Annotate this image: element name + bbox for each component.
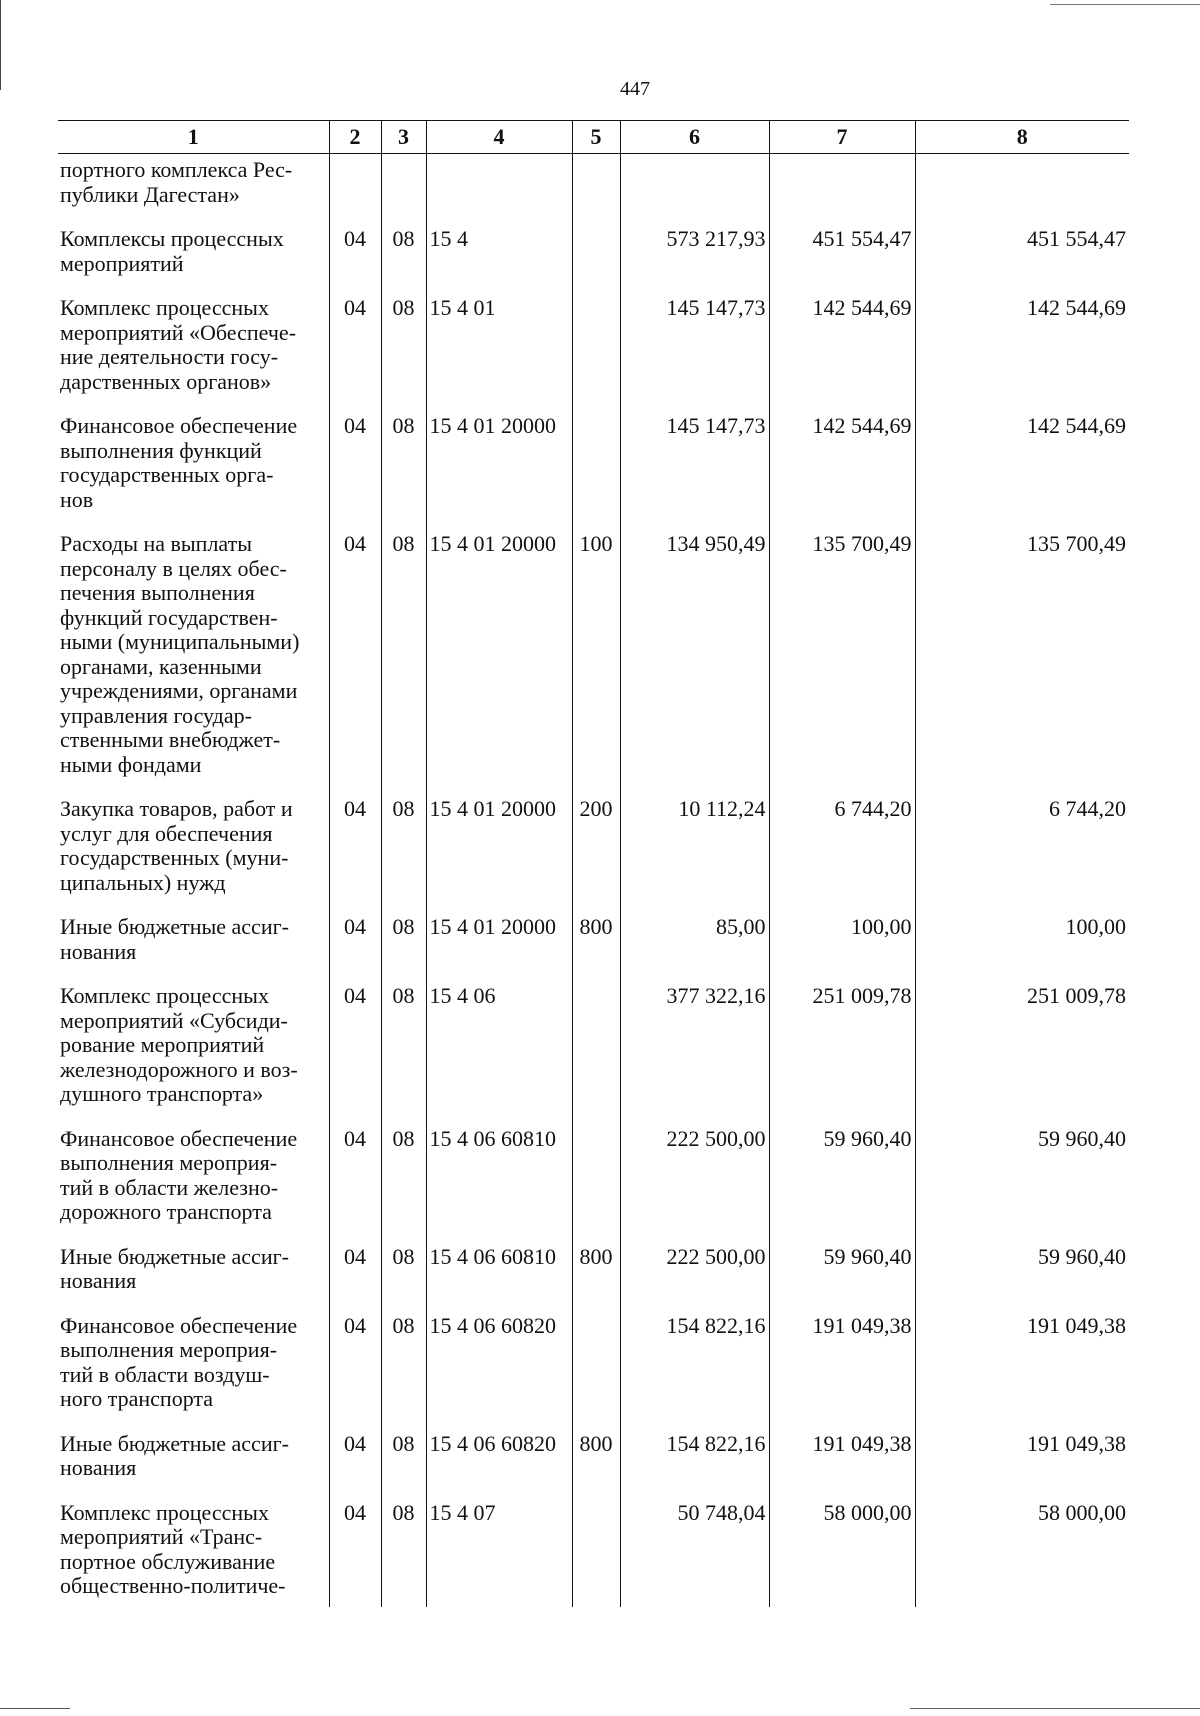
table-row bbox=[58, 414, 1129, 532]
cell-amount-col7: 59 960,40 bbox=[769, 1127, 915, 1245]
cell-amount-col6: 134 950,49 bbox=[620, 532, 769, 797]
cell-subsection: 08 bbox=[381, 984, 426, 1127]
table-row bbox=[58, 296, 1129, 414]
cell-amount-col6: 145 147,73 bbox=[620, 296, 769, 414]
cell-subsection bbox=[381, 154, 426, 228]
column-header-8: 8 bbox=[915, 121, 1129, 154]
cell-section: 04 bbox=[329, 227, 381, 296]
cell-target-article: 15 4 01 20000 bbox=[426, 915, 572, 984]
cell-amount-col7: 251 009,78 bbox=[769, 984, 915, 1127]
cell-amount-col7: 142 544,69 bbox=[769, 414, 915, 532]
cell-subsection: 08 bbox=[381, 1245, 426, 1314]
cell-subsection: 08 bbox=[381, 1432, 426, 1501]
cell-amount-col8: 191 049,38 bbox=[915, 1432, 1129, 1501]
cell-name: Расходы на выплаты персоналу в целях обес- печения выполнения функций государствен- ными (муниципальными) органами, казенными учреждениями, органами управления государ- ственными внебюджет- ными фондами bbox=[60, 531, 300, 777]
cell-amount-col6: 10 112,24 bbox=[620, 797, 769, 915]
cell-subsection: 08 bbox=[381, 227, 426, 296]
cell-section: 04 bbox=[329, 414, 381, 532]
column-header-3: 3 bbox=[381, 121, 426, 154]
cell-name: Финансовое обеспечение выполнения мероприя- тий в области железно- дорожного транспорта bbox=[60, 1125, 298, 1224]
cell-name: Иные бюджетные ассиг- нования bbox=[60, 1243, 289, 1293]
cell-subsection: 08 bbox=[381, 1127, 426, 1245]
table-row bbox=[58, 1501, 1129, 1607]
cell-expense-type bbox=[572, 984, 620, 1127]
cell-target-article: 15 4 06 60820 bbox=[426, 1432, 572, 1501]
cell-target-article: 15 4 07 bbox=[426, 1501, 572, 1607]
column-header-5: 5 bbox=[572, 121, 620, 154]
cell-amount-col8: 191 049,38 bbox=[915, 1314, 1129, 1432]
scan-edge-line bbox=[0, 0, 1, 90]
cell-section: 04 bbox=[329, 532, 381, 797]
cell-section: 04 bbox=[329, 296, 381, 414]
cell-expense-type: 100 bbox=[572, 532, 620, 797]
cell-amount-col7: 142 544,69 bbox=[769, 296, 915, 414]
cell-amount-col6: 222 500,00 bbox=[620, 1127, 769, 1245]
scan-edge-line bbox=[0, 1708, 70, 1709]
header-row bbox=[58, 121, 1129, 154]
cell-subsection: 08 bbox=[381, 1501, 426, 1607]
cell-amount-col8: 6 744,20 bbox=[915, 797, 1129, 915]
cell-target-article: 15 4 01 bbox=[426, 296, 572, 414]
cell-name: Иные бюджетные ассиг- нования bbox=[60, 1430, 289, 1480]
table-row bbox=[58, 1432, 1129, 1501]
cell-expense-type bbox=[572, 227, 620, 296]
cell-amount-col6: 377 322,16 bbox=[620, 984, 769, 1127]
cell-section: 04 bbox=[329, 797, 381, 915]
cell-amount-col7: 191 049,38 bbox=[769, 1314, 915, 1432]
table-row bbox=[58, 1245, 1129, 1314]
budget-table-container bbox=[58, 120, 1129, 1607]
cell-amount-col6: 573 217,93 bbox=[620, 227, 769, 296]
cell-target-article: 15 4 01 20000 bbox=[426, 797, 572, 915]
table-row bbox=[58, 1127, 1129, 1245]
cell-amount-col8: 142 544,69 bbox=[915, 414, 1129, 532]
cell-amount-col6: 154 822,16 bbox=[620, 1432, 769, 1501]
table-body bbox=[58, 154, 1129, 1607]
cell-amount-col6: 222 500,00 bbox=[620, 1245, 769, 1314]
cell-expense-type: 800 bbox=[572, 1432, 620, 1501]
cell-section: 04 bbox=[329, 1127, 381, 1245]
cell-expense-type bbox=[572, 414, 620, 532]
cell-expense-type bbox=[572, 1127, 620, 1245]
cell-amount-col8: 142 544,69 bbox=[915, 296, 1129, 414]
cell-amount-col6: 154 822,16 bbox=[620, 1314, 769, 1432]
table-row bbox=[58, 1314, 1129, 1432]
cell-subsection: 08 bbox=[381, 1314, 426, 1432]
cell-section: 04 bbox=[329, 1501, 381, 1607]
cell-amount-col7: 6 744,20 bbox=[769, 797, 915, 915]
cell-expense-type bbox=[572, 296, 620, 414]
cell-name: портного комплекса Рес- публики Дагестан» bbox=[60, 157, 293, 207]
cell-name: Комплексы процессных мероприятий bbox=[60, 226, 284, 276]
cell-amount-col8 bbox=[915, 154, 1129, 228]
cell-subsection: 08 bbox=[381, 797, 426, 915]
table-row bbox=[58, 154, 1129, 228]
budget-table bbox=[58, 120, 1129, 1607]
cell-amount-col8: 59 960,40 bbox=[915, 1127, 1129, 1245]
scan-edge-line bbox=[1050, 4, 1200, 5]
cell-amount-col6 bbox=[620, 154, 769, 228]
table-row bbox=[58, 915, 1129, 984]
page-number: 447 bbox=[620, 78, 650, 100]
column-header-2: 2 bbox=[329, 121, 381, 154]
cell-amount-col7: 191 049,38 bbox=[769, 1432, 915, 1501]
column-header-4: 4 bbox=[426, 121, 572, 154]
cell-expense-type bbox=[572, 154, 620, 228]
cell-target-article: 15 4 06 60810 bbox=[426, 1245, 572, 1314]
cell-amount-col6: 145 147,73 bbox=[620, 414, 769, 532]
cell-name: Закупка товаров, работ и услуг для обеспечения государственных (муни- ципальных) нужд bbox=[60, 796, 293, 895]
cell-amount-col8: 251 009,78 bbox=[915, 984, 1129, 1127]
cell-amount-col7: 59 960,40 bbox=[769, 1245, 915, 1314]
cell-section: 04 bbox=[329, 915, 381, 984]
cell-expense-type: 200 bbox=[572, 797, 620, 915]
cell-name: Комплекс процессных мероприятий «Субсиди- рование мероприятий железнодорожного и воз- душного транспорта» bbox=[60, 983, 298, 1106]
cell-amount-col8: 451 554,47 bbox=[915, 227, 1129, 296]
cell-subsection: 08 bbox=[381, 532, 426, 797]
cell-name: Комплекс процессных мероприятий «Обеспече- ние деятельности госу- дарственных органов» bbox=[60, 295, 297, 394]
cell-target-article bbox=[426, 154, 572, 228]
cell-amount-col7 bbox=[769, 154, 915, 228]
cell-section: 04 bbox=[329, 984, 381, 1127]
cell-target-article: 15 4 06 bbox=[426, 984, 572, 1127]
cell-section: 04 bbox=[329, 1245, 381, 1314]
column-header-7: 7 bbox=[769, 121, 915, 154]
cell-target-article: 15 4 bbox=[426, 227, 572, 296]
table-row bbox=[58, 532, 1129, 797]
cell-name: Финансовое обеспечение выполнения мероприя- тий в области воздуш- ного транспорта bbox=[60, 1312, 298, 1411]
cell-amount-col6: 50 748,04 bbox=[620, 1501, 769, 1607]
column-header-1: 1 bbox=[58, 121, 329, 154]
table-row bbox=[58, 227, 1129, 296]
cell-name: Иные бюджетные ассиг- нования bbox=[60, 914, 289, 964]
cell-amount-col6: 85,00 bbox=[620, 915, 769, 984]
cell-amount-col7: 135 700,49 bbox=[769, 532, 915, 797]
cell-target-article: 15 4 01 20000 bbox=[426, 414, 572, 532]
cell-expense-type bbox=[572, 1501, 620, 1607]
cell-amount-col8: 58 000,00 bbox=[915, 1501, 1129, 1607]
cell-amount-col7: 100,00 bbox=[769, 915, 915, 984]
cell-name: Комплекс процессных мероприятий «Транс- портное обслуживание общественно-политиче- bbox=[60, 1499, 286, 1598]
cell-amount-col8: 135 700,49 bbox=[915, 532, 1129, 797]
cell-section: 04 bbox=[329, 1314, 381, 1432]
scan-edge-line bbox=[910, 1708, 1200, 1709]
cell-target-article: 15 4 06 60820 bbox=[426, 1314, 572, 1432]
cell-expense-type: 800 bbox=[572, 915, 620, 984]
cell-subsection: 08 bbox=[381, 296, 426, 414]
table-header bbox=[58, 121, 1129, 154]
cell-expense-type: 800 bbox=[572, 1245, 620, 1314]
table-row bbox=[58, 984, 1129, 1127]
cell-section: 04 bbox=[329, 1432, 381, 1501]
cell-target-article: 15 4 06 60810 bbox=[426, 1127, 572, 1245]
table-row bbox=[58, 797, 1129, 915]
column-header-6: 6 bbox=[620, 121, 769, 154]
cell-amount-col8: 59 960,40 bbox=[915, 1245, 1129, 1314]
cell-name: Финансовое обеспечение выполнения функций государственных орга- нов bbox=[60, 413, 298, 512]
cell-expense-type bbox=[572, 1314, 620, 1432]
cell-target-article: 15 4 01 20000 bbox=[426, 532, 572, 797]
cell-subsection: 08 bbox=[381, 915, 426, 984]
cell-amount-col7: 58 000,00 bbox=[769, 1501, 915, 1607]
cell-amount-col7: 451 554,47 bbox=[769, 227, 915, 296]
cell-section bbox=[329, 154, 381, 228]
cell-amount-col8: 100,00 bbox=[915, 915, 1129, 984]
cell-subsection: 08 bbox=[381, 414, 426, 532]
